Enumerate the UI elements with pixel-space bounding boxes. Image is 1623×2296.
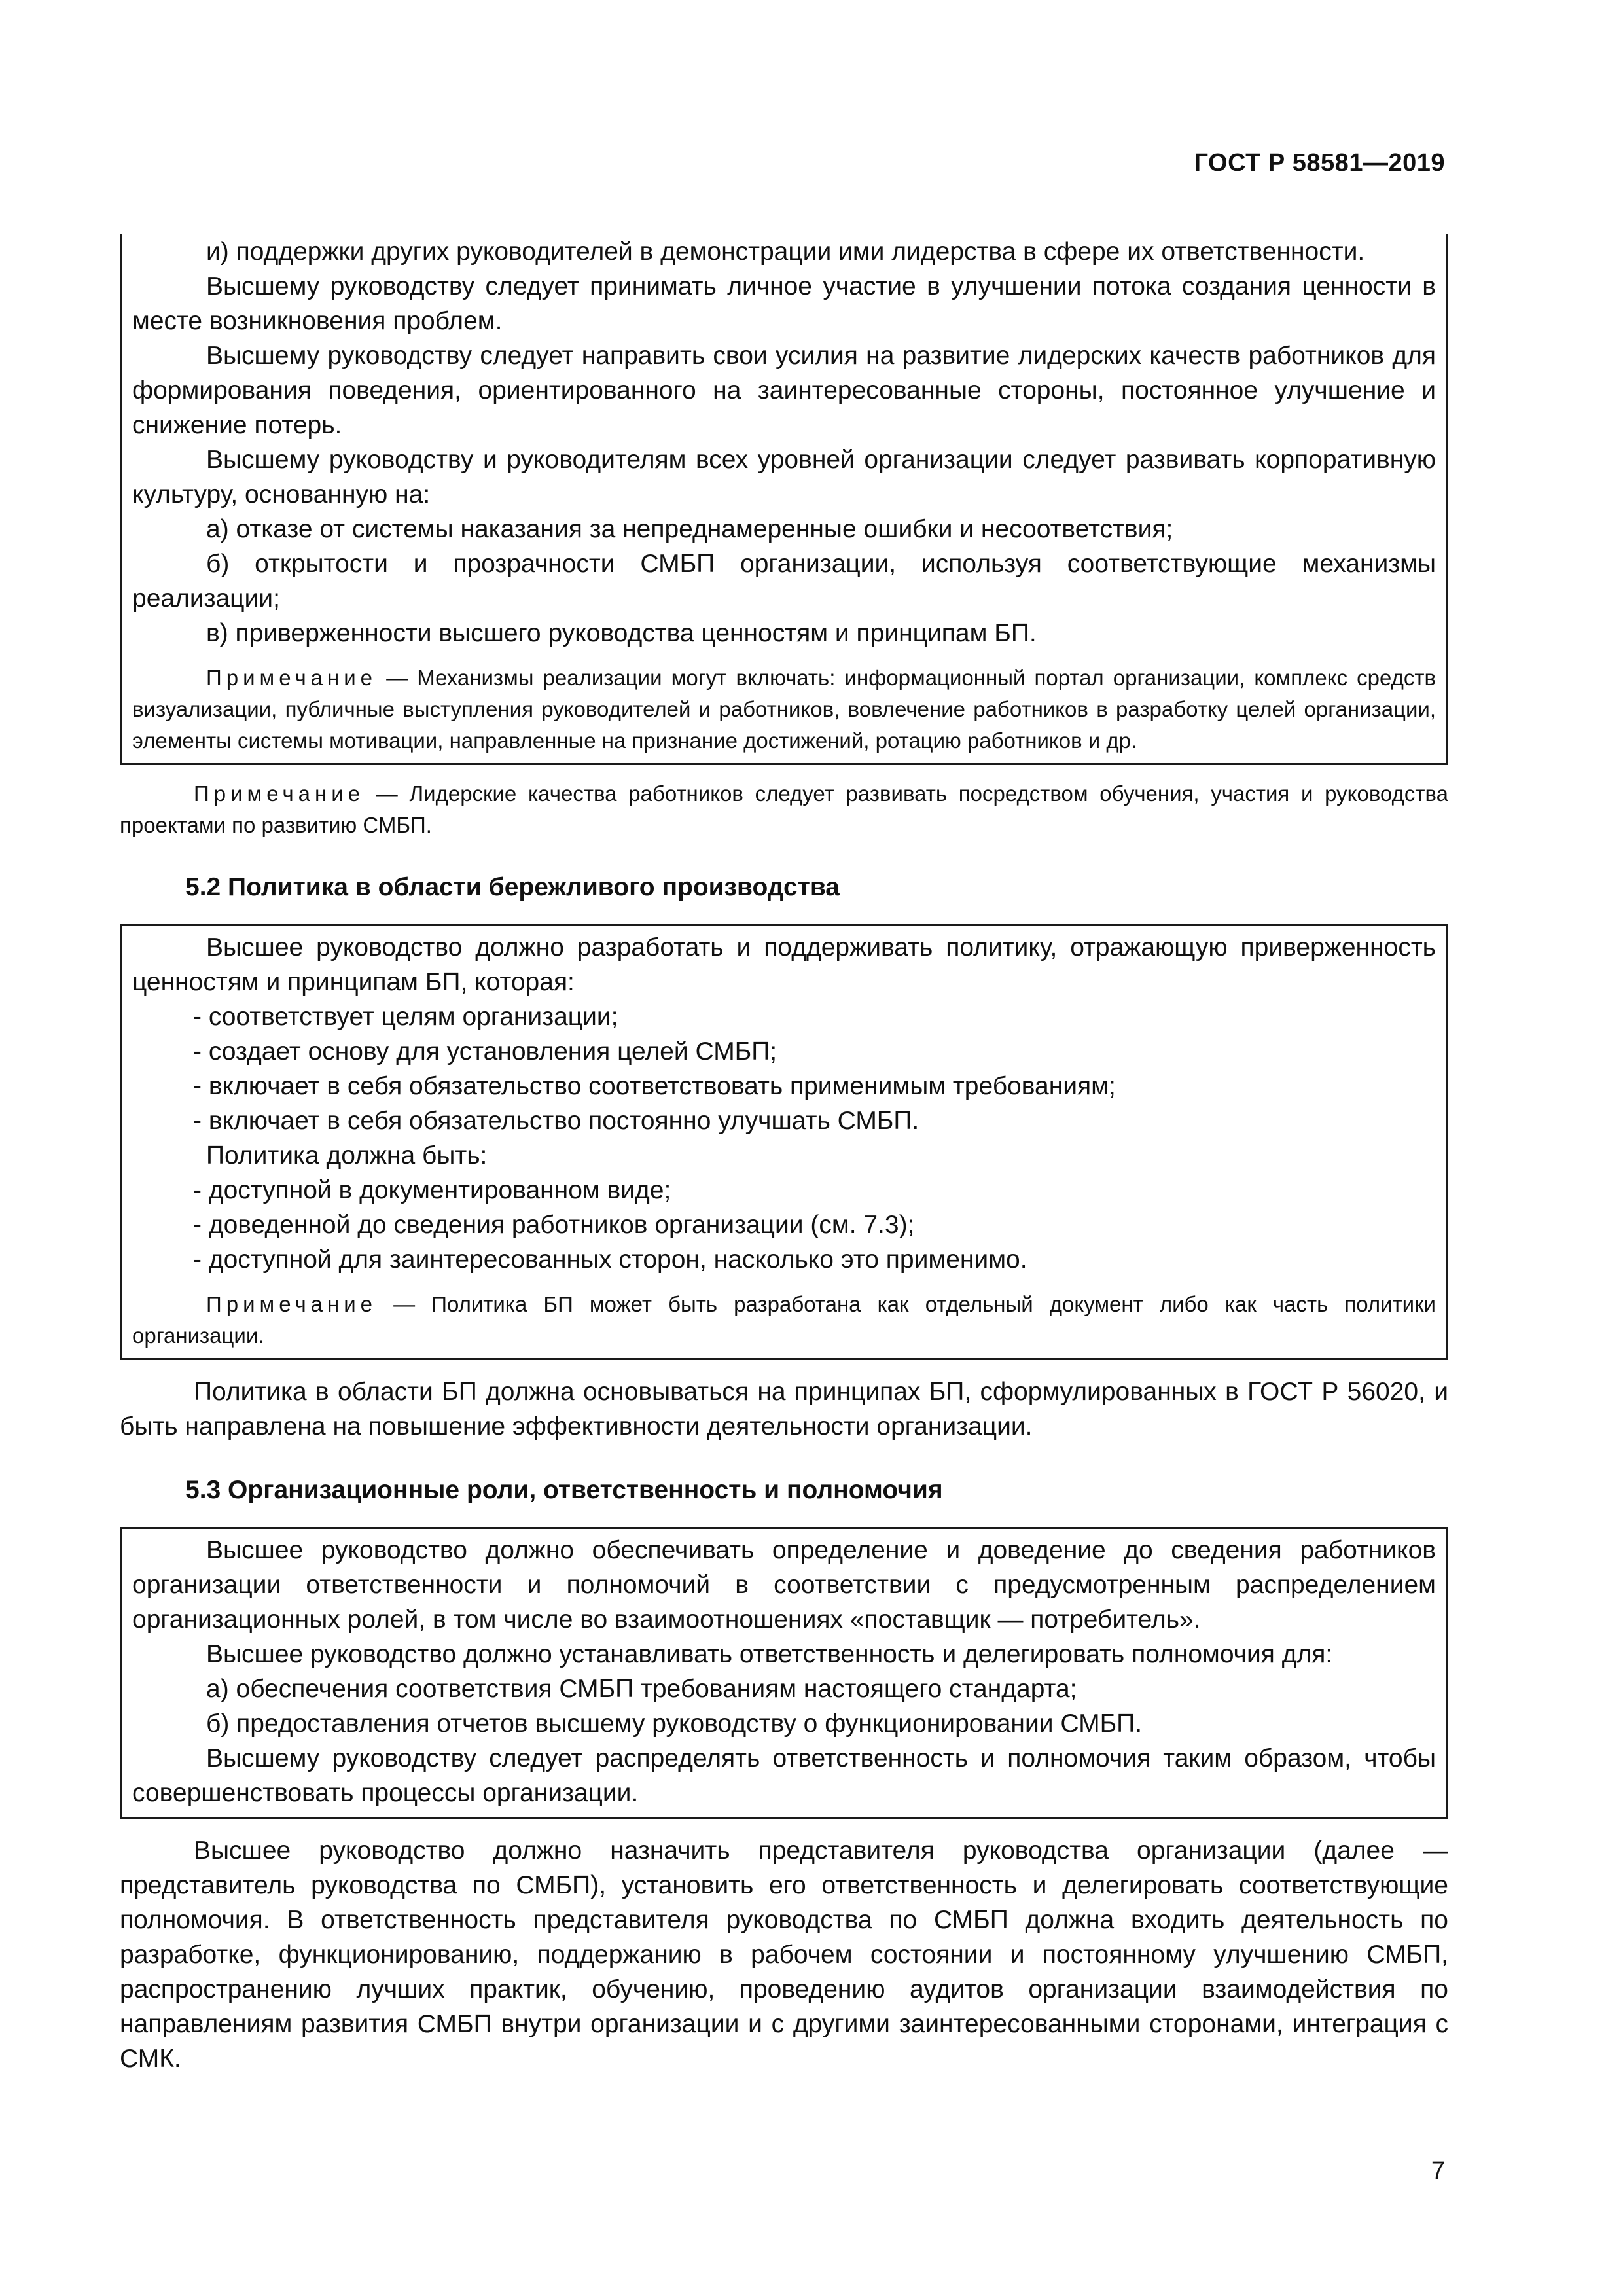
list-item: - соответствует целям организации; bbox=[193, 1003, 618, 1031]
paragraph: Высшему руководству следует принимать личное участие в улучшении потока создания ценности в месте возникновения проблем. bbox=[132, 272, 1436, 335]
list-item: - включает в себя обязательство постоянно улучшать СМБП. bbox=[193, 1107, 919, 1135]
list-item: - доступной в документированном виде; bbox=[193, 1176, 671, 1204]
paragraph: Высшее руководство должно обеспечивать определение и доведение до сведения работников организации ответственности и полномочий в соответствии с предусмотренным распределением организационных ролей, в том числе во взаимоотношениях «поставщик — потребитель». bbox=[132, 1536, 1436, 1634]
note-text: — Политика БП может быть разработана как отдельный документ либо как часть политики организации. bbox=[132, 1292, 1436, 1348]
paragraph: Высшее руководство должно устанавливать ответственность и делегировать полномочия для: bbox=[206, 1640, 1333, 1668]
note-text: — Механизмы реализации могут включать: информационный портал организации, комплекс средств визуализации, публичные выступления руководителей и работников, вовлечение работников в разработку целей организации, элементы системы мотивации, направленные на признание достижений, ротацию работников и др. bbox=[132, 666, 1436, 753]
list-item-a: а) отказе от системы наказания за непреднамеренные ошибки и несоответствия; bbox=[206, 515, 1173, 543]
box-note bbox=[132, 662, 1436, 757]
list-item-i: и) поддержки других руководителей в демонстрации ими лидерства в сфере их ответственности. bbox=[206, 238, 1365, 266]
page-number: 7 bbox=[1431, 2157, 1445, 2185]
note-label: Примечание bbox=[206, 1292, 378, 1316]
list-item-b: б) предоставления отчетов высшему руководству о функционировании СМБП. bbox=[206, 1710, 1143, 1738]
paragraph: Высшему руководству следует распределять ответственность и полномочия таким образом, чтобы совершенствовать процессы организации. bbox=[132, 1744, 1436, 1807]
paragraph: Высшее руководство должно назначить представителя руководства организации (далее — представитель руководства по СМБП), установить его ответственность и делегировать соответствующие полномочия. В ответственность представителя руководства по СМБП должна входить деятельность по разработке, функционированию, поддержанию в рабочем состоянии и постоянному улучшению СМБП, распространению лучших практик, обучению, проведению аудитов организации взаимодействия по направлениям развития СМБП внутри организации и с другими заинтересованными сторонами, интеграция с СМК. bbox=[120, 1837, 1448, 2073]
section-heading-5-2: 5.2 Политика в области бережливого производства bbox=[185, 873, 840, 901]
section-heading-5-3: 5.3 Организационные роли, ответственность и полномочия bbox=[185, 1476, 943, 1504]
box-note bbox=[132, 1289, 1436, 1352]
paragraph: Высшее руководство должно разработать и поддерживать политику, отражающую приверженность ценностям и принципам БП, которая: bbox=[132, 933, 1436, 996]
paragraph: Политика должна быть: bbox=[206, 1141, 488, 1170]
document-id-header: ГОСТ Р 58581—2019 bbox=[1194, 149, 1445, 177]
list-item-a: а) обеспечения соответствия СМБП требованиям настоящего стандарта; bbox=[206, 1675, 1077, 1703]
list-item: - доведенной до сведения работников организации (см. 7.3); bbox=[193, 1211, 915, 1239]
requirements-box-5-1 bbox=[120, 234, 1448, 765]
page-content bbox=[120, 234, 1448, 2076]
list-item: - включает в себя обязательство соответствовать применимым требованиям; bbox=[193, 1072, 1116, 1100]
paragraph: Высшему руководству следует направить свои усилия на развитие лидерских качеств работников для формирования поведения, ориентированного на заинтересованные стороны, постоянное улучшение и снижение потерь. bbox=[132, 342, 1436, 439]
note-label: Примечание bbox=[206, 666, 378, 690]
paragraph: Высшему руководству и руководителям всех уровней организации следует развивать корпоративную культуру, основанную на: bbox=[132, 446, 1436, 509]
note-after-box bbox=[120, 778, 1448, 841]
requirements-box-5-3 bbox=[120, 1527, 1448, 1819]
paragraph: Политика в области БП должна основываться на принципах БП, сформулированных в ГОСТ Р 56020, и быть направлена на повышение эффективности деятельности организации. bbox=[120, 1378, 1448, 1441]
list-item: - доступной для заинтересованных сторон, насколько это применимо. bbox=[193, 1246, 1027, 1274]
note-text: — Лидерские качества работников следует развивать посредством обучения, участия и руководства проектами по развитию СМБП. bbox=[120, 781, 1448, 837]
list-item: - создает основу для установления целей СМБП; bbox=[193, 1037, 777, 1066]
note-label: Примечание bbox=[194, 781, 365, 806]
list-item-v: в) приверженности высшего руководства ценностям и принципам БП. bbox=[206, 619, 1037, 647]
requirements-box-5-2 bbox=[120, 924, 1448, 1360]
list-item-b: б) открытости и прозрачности СМБП организации, используя соответствующие механизмы реализации; bbox=[132, 550, 1436, 613]
